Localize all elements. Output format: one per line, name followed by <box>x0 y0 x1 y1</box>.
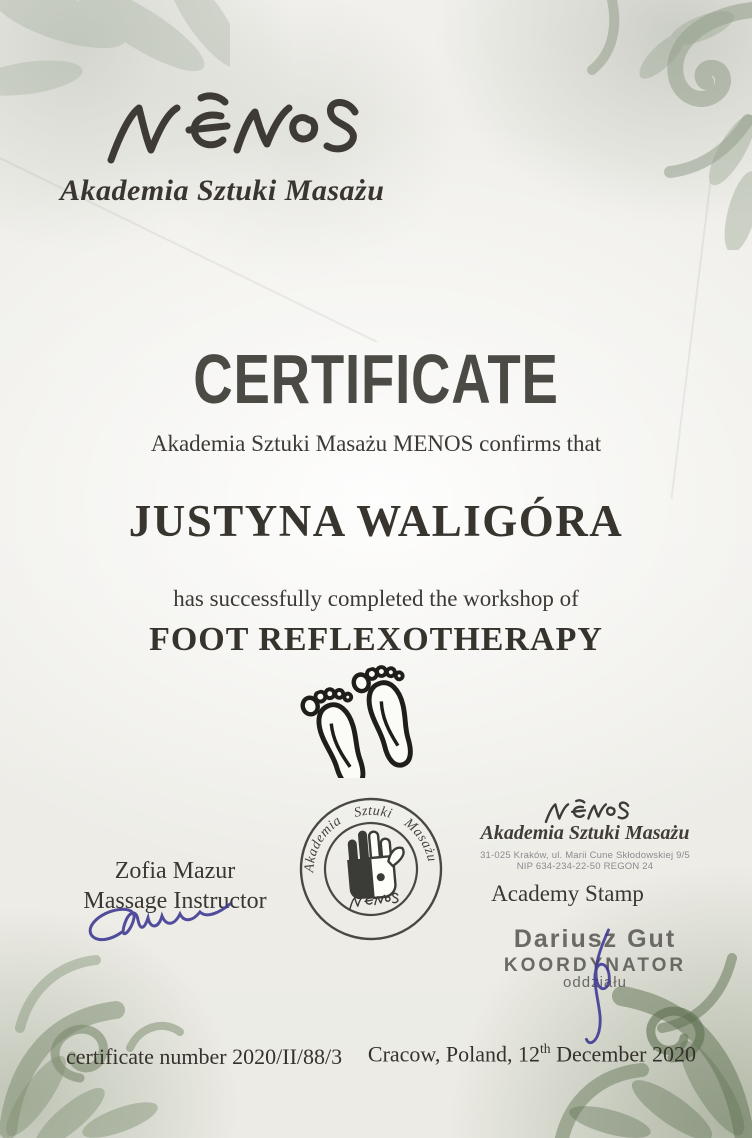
place-date-prefix: Cracow, Poland, 12 <box>367 1041 540 1067</box>
workshop-name: FOOT REFLEXOTHERAPY <box>149 621 603 658</box>
coordinator-role: KOORDYNATOR <box>503 955 687 976</box>
coordinator-unit: oddziału <box>563 974 627 991</box>
coordinator-name: Dariusz Gut <box>513 925 677 953</box>
feet-icon <box>300 662 458 778</box>
instructor-signature-icon <box>78 890 268 964</box>
instructor-role: Massage Instructor <box>83 888 267 914</box>
flourish-top-right <box>552 0 752 250</box>
menos-logo <box>102 86 364 178</box>
hand-icon <box>345 827 408 900</box>
place-date-ordinal: th <box>540 1041 551 1056</box>
round-stamp-ring-text: Akademia Sztuki Masażu <box>302 803 440 873</box>
academy-stamp-caption: Academy Stamp <box>491 881 644 906</box>
academy-stamp-address1: 31-025 Kraków, ul. Marii Cune Skłodowskiej 9/5 <box>480 850 690 861</box>
completion-line: has successfully completed the workshop of <box>173 586 579 611</box>
instructor-name: Zofia Mazur <box>114 858 236 884</box>
academy-name: Akademia Sztuki Masażu <box>60 174 385 207</box>
academy-stamp-name: Akademia Sztuki Masażu <box>480 822 690 844</box>
certificate-number: certificate number 2020/II/88/3 <box>66 1044 343 1069</box>
recipient-name: JUSTYNA WALIGÓRA <box>128 496 624 546</box>
confirm-line: Akademia Sztuki Masażu MENOS confirms that <box>150 431 602 456</box>
round-stamp <box>290 788 453 951</box>
place-date <box>368 1041 696 1067</box>
academy-stamp-address2: NIP 634-234-22-50 REGON 24 <box>516 861 654 872</box>
coordinator-signature-icon <box>570 928 624 1048</box>
place-date-suffix: December 2020 <box>550 1041 696 1067</box>
certificate-title: CERTIFICATE <box>193 340 559 418</box>
